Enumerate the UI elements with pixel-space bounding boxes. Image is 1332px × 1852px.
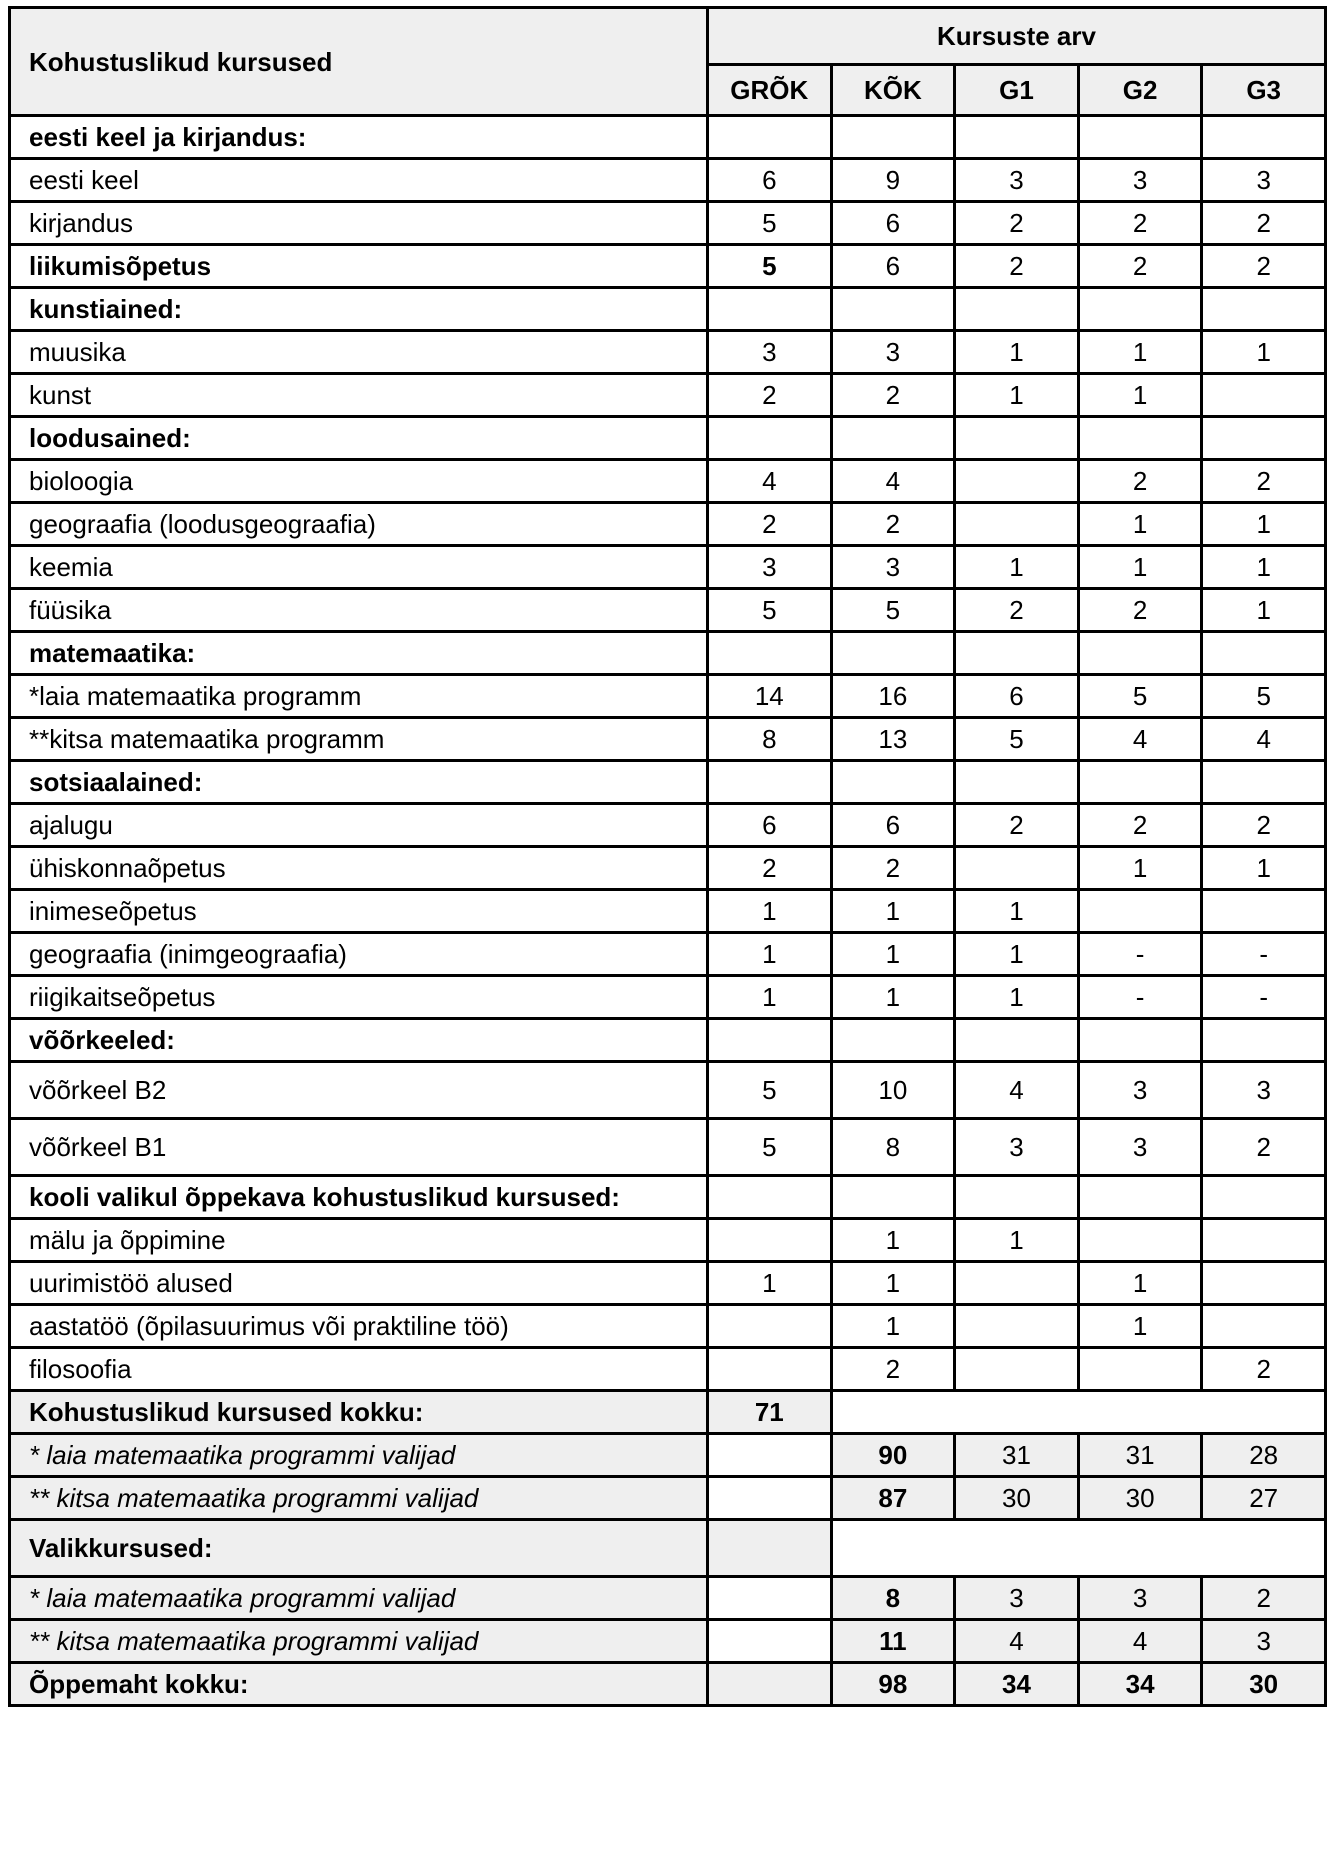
wide-math-label: * laia matemaatika programmi valijad (10, 1434, 708, 1477)
elective-empty-cell (831, 1520, 1325, 1577)
cell-kok: 90 (831, 1434, 955, 1477)
cell-kok: 8 (831, 1119, 955, 1176)
category-row (10, 1019, 1326, 1062)
elective-wide-label: * laia matemaatika programmi valijad (10, 1577, 708, 1620)
cell-kok: 6 (831, 245, 955, 288)
cell-g1: 4 (955, 1620, 1079, 1663)
cell-g2 (1078, 288, 1202, 331)
cell-g3: 3 (1202, 1062, 1326, 1119)
cell-g1 (955, 1348, 1079, 1391)
table-row (10, 718, 1326, 761)
cell-g2 (1078, 632, 1202, 675)
cell-g1: 2 (955, 202, 1079, 245)
cell-grok: 6 (708, 159, 832, 202)
cell-g3 (1202, 632, 1326, 675)
table-row (10, 1062, 1326, 1119)
cell-g1: 2 (955, 589, 1079, 632)
curriculum-table (8, 6, 1327, 1707)
cell-g3: 1 (1202, 503, 1326, 546)
cell-grok: 5 (708, 245, 832, 288)
cell-grok (708, 1620, 832, 1663)
subject-label: kunst (10, 374, 708, 417)
cell-kok: 2 (831, 1348, 955, 1391)
cell-g2: 30 (1078, 1477, 1202, 1520)
cell-grok (708, 1305, 832, 1348)
table-row (10, 331, 1326, 374)
cell-g3 (1202, 1176, 1326, 1219)
cell-g1 (955, 1176, 1079, 1219)
cell-g1: 31 (955, 1434, 1079, 1477)
cell-g3 (1202, 890, 1326, 933)
table-row (10, 589, 1326, 632)
column-header-g2: G2 (1078, 65, 1202, 116)
subject-label: **kitsa matemaatika programm (10, 718, 708, 761)
elective-narrow-label: ** kitsa matemaatika programmi valijad (10, 1620, 708, 1663)
cell-g3: 1 (1202, 331, 1326, 374)
subject-label: ajalugu (10, 804, 708, 847)
cell-g1 (955, 632, 1079, 675)
cell-kok: 1 (831, 890, 955, 933)
table-body (10, 116, 1326, 1706)
table-row (10, 890, 1326, 933)
cell-kok: 5 (831, 589, 955, 632)
cell-g2: 3 (1078, 159, 1202, 202)
table-row (10, 1219, 1326, 1262)
cell-grok: 1 (708, 1262, 832, 1305)
cell-kok (831, 1176, 955, 1219)
cell-grok (708, 761, 832, 804)
cell-g2: 31 (1078, 1434, 1202, 1477)
subject-label: inimeseõpetus (10, 890, 708, 933)
cell-g2: 34 (1078, 1663, 1202, 1706)
cell-grok: 8 (708, 718, 832, 761)
cell-g3 (1202, 761, 1326, 804)
table-row (10, 675, 1326, 718)
cell-g1: 3 (955, 1577, 1079, 1620)
subject-label: uurimistöö alused (10, 1262, 708, 1305)
cell-kok (831, 116, 955, 159)
cell-g1 (955, 116, 1079, 159)
cell-g2: 3 (1078, 1062, 1202, 1119)
cell-kok: 6 (831, 804, 955, 847)
category-label: loodusained: (10, 417, 708, 460)
grand-total-row (10, 1663, 1326, 1706)
cell-g1: 1 (955, 374, 1079, 417)
table-row (10, 1305, 1326, 1348)
cell-g3: 4 (1202, 718, 1326, 761)
grand-total-label: Õppemaht kokku: (10, 1663, 708, 1706)
subject-label: keemia (10, 546, 708, 589)
subject-label: riigikaitseõpetus (10, 976, 708, 1019)
cell-kok: 1 (831, 1262, 955, 1305)
cell-g3: 2 (1202, 202, 1326, 245)
elective-empty-grok (708, 1520, 832, 1577)
table-row (10, 546, 1326, 589)
cell-grok: 2 (708, 374, 832, 417)
category-label: võõrkeeled: (10, 1019, 708, 1062)
category-row (10, 417, 1326, 460)
cell-g2: - (1078, 933, 1202, 976)
table-row (10, 374, 1326, 417)
cell-grok: 5 (708, 202, 832, 245)
category-label: sotsiaalained: (10, 761, 708, 804)
cell-g1: 1 (955, 331, 1079, 374)
cell-grok: 14 (708, 675, 832, 718)
elective-header-row (10, 1520, 1326, 1577)
cell-kok: 2 (831, 503, 955, 546)
subject-label: kirjandus (10, 202, 708, 245)
cell-g3: 1 (1202, 589, 1326, 632)
cell-grok (708, 1219, 832, 1262)
cell-kok (831, 761, 955, 804)
cell-g1 (955, 288, 1079, 331)
category-label: matemaatika: (10, 632, 708, 675)
cell-g3: 30 (1202, 1663, 1326, 1706)
cell-g2: 2 (1078, 589, 1202, 632)
category-row (10, 288, 1326, 331)
subject-label: ühiskonnaõpetus (10, 847, 708, 890)
cell-grok: 1 (708, 890, 832, 933)
narrow-math-total-row (10, 1477, 1326, 1520)
cell-g2 (1078, 761, 1202, 804)
cell-grok (708, 1577, 832, 1620)
table-row (10, 202, 1326, 245)
table-row (10, 159, 1326, 202)
cell-g1: 4 (955, 1062, 1079, 1119)
cell-grok: 6 (708, 804, 832, 847)
table-row (10, 1119, 1326, 1176)
cell-g1 (955, 460, 1079, 503)
cell-g1 (955, 503, 1079, 546)
cell-g3 (1202, 374, 1326, 417)
narrow-math-label: ** kitsa matemaatika programmi valijad (10, 1477, 708, 1520)
cell-g3: 27 (1202, 1477, 1326, 1520)
cell-g3: 2 (1202, 1577, 1326, 1620)
cell-g2: 2 (1078, 804, 1202, 847)
table-row (10, 804, 1326, 847)
table-header (10, 8, 1326, 116)
subject-label: mälu ja õppimine (10, 1219, 708, 1262)
cell-kok: 1 (831, 1219, 955, 1262)
cell-g2: - (1078, 976, 1202, 1019)
cell-g1 (955, 847, 1079, 890)
cell-grok (708, 417, 832, 460)
cell-g2: 3 (1078, 1577, 1202, 1620)
cell-g3: 3 (1202, 159, 1326, 202)
cell-g1: 1 (955, 1219, 1079, 1262)
cell-g1 (955, 417, 1079, 460)
category-label: eesti keel ja kirjandus: (10, 116, 708, 159)
cell-g3 (1202, 1305, 1326, 1348)
cell-kok (831, 417, 955, 460)
cell-kok: 3 (831, 331, 955, 374)
cell-g3: 1 (1202, 546, 1326, 589)
cell-g1 (955, 1262, 1079, 1305)
cell-g3 (1202, 417, 1326, 460)
cell-g3 (1202, 288, 1326, 331)
column-header-g1: G1 (955, 65, 1079, 116)
cell-g2: 1 (1078, 1262, 1202, 1305)
cell-g2: 1 (1078, 847, 1202, 890)
cell-kok (831, 1019, 955, 1062)
subject-label: aastatöö (õpilasuurimus või praktiline töö) (10, 1305, 708, 1348)
cell-kok: 1 (831, 933, 955, 976)
cell-grok: 1 (708, 933, 832, 976)
cell-g2: 1 (1078, 503, 1202, 546)
subject-label: *laia matemaatika programm (10, 675, 708, 718)
elective-narrow-row (10, 1620, 1326, 1663)
subject-label: muusika (10, 331, 708, 374)
cell-kok: 2 (831, 847, 955, 890)
cell-kok: 10 (831, 1062, 955, 1119)
subject-label: filosoofia (10, 1348, 708, 1391)
category-row (10, 632, 1326, 675)
cell-kok: 98 (831, 1663, 955, 1706)
subject-label: geograafia (loodusgeograafia) (10, 503, 708, 546)
cell-grok: 4 (708, 460, 832, 503)
cell-g2: 1 (1078, 546, 1202, 589)
cell-grok: 1 (708, 976, 832, 1019)
cell-g2: 4 (1078, 718, 1202, 761)
cell-grok: 3 (708, 546, 832, 589)
cell-grok (708, 1348, 832, 1391)
cell-g2 (1078, 890, 1202, 933)
total-label: Kohustuslikud kursused kokku: (10, 1391, 708, 1434)
cell-g3: - (1202, 933, 1326, 976)
cell-g3: 2 (1202, 1119, 1326, 1176)
category-row (10, 116, 1326, 159)
cell-g1: 3 (955, 1119, 1079, 1176)
cell-grok: 5 (708, 1119, 832, 1176)
cell-kok: 1 (831, 976, 955, 1019)
cell-kok: 6 (831, 202, 955, 245)
cell-kok: 8 (831, 1577, 955, 1620)
cell-g3: - (1202, 976, 1326, 1019)
cell-g1: 5 (955, 718, 1079, 761)
category-row (10, 761, 1326, 804)
cell-g1: 6 (955, 675, 1079, 718)
course-count-header: Kursuste arv (708, 8, 1326, 65)
cell-g2 (1078, 1219, 1202, 1262)
cell-g2 (1078, 116, 1202, 159)
table-row (10, 245, 1326, 288)
cell-grok (708, 1663, 832, 1706)
cell-g3: 2 (1202, 804, 1326, 847)
cell-g1: 3 (955, 159, 1079, 202)
total-row (10, 1391, 1326, 1434)
subject-label: eesti keel (10, 159, 708, 202)
category-label: kooli valikul õppekava kohustuslikud kursused: (10, 1176, 708, 1219)
cell-grok: 5 (708, 589, 832, 632)
cell-kok: 87 (831, 1477, 955, 1520)
cell-g1: 1 (955, 890, 1079, 933)
table-row (10, 976, 1326, 1019)
cell-g3: 3 (1202, 1620, 1326, 1663)
cell-grok (708, 632, 832, 675)
table-row (10, 847, 1326, 890)
cell-grok (708, 288, 832, 331)
cell-kok: 1 (831, 1305, 955, 1348)
cell-kok: 13 (831, 718, 955, 761)
cell-g1 (955, 1019, 1079, 1062)
subject-label: geograafia (inimgeograafia) (10, 933, 708, 976)
cell-g2: 1 (1078, 1305, 1202, 1348)
cell-g2: 2 (1078, 245, 1202, 288)
total-grok: 71 (708, 1391, 832, 1434)
cell-g2: 5 (1078, 675, 1202, 718)
cell-g3: 5 (1202, 675, 1326, 718)
cell-kok: 2 (831, 374, 955, 417)
cell-g1: 34 (955, 1663, 1079, 1706)
table-row (10, 1348, 1326, 1391)
cell-g2 (1078, 1019, 1202, 1062)
cell-g3 (1202, 1019, 1326, 1062)
table-row (10, 1262, 1326, 1305)
cell-g2: 2 (1078, 202, 1202, 245)
cell-g1: 2 (955, 245, 1079, 288)
table-row (10, 460, 1326, 503)
cell-g3 (1202, 1262, 1326, 1305)
cell-g1 (955, 1305, 1079, 1348)
table-row (10, 933, 1326, 976)
cell-g1: 1 (955, 933, 1079, 976)
total-empty-cell (831, 1391, 1325, 1434)
cell-kok (831, 288, 955, 331)
subject-label: liikumisõpetus (10, 245, 708, 288)
cell-kok (831, 632, 955, 675)
subject-label: võõrkeel B2 (10, 1062, 708, 1119)
cell-g2: 3 (1078, 1119, 1202, 1176)
cell-grok (708, 116, 832, 159)
cell-g3: 28 (1202, 1434, 1326, 1477)
wide-math-total-row (10, 1434, 1326, 1477)
category-row (10, 1176, 1326, 1219)
cell-grok: 3 (708, 331, 832, 374)
column-header-kok: KÕK (831, 65, 955, 116)
table-title: Kohustuslikud kursused (10, 8, 708, 116)
cell-g3: 1 (1202, 847, 1326, 890)
category-label: kunstiained: (10, 288, 708, 331)
subject-label: võõrkeel B1 (10, 1119, 708, 1176)
cell-grok (708, 1019, 832, 1062)
cell-g1: 30 (955, 1477, 1079, 1520)
cell-g3: 2 (1202, 460, 1326, 503)
cell-g2 (1078, 1176, 1202, 1219)
cell-kok: 9 (831, 159, 955, 202)
cell-kok: 3 (831, 546, 955, 589)
cell-g1: 1 (955, 976, 1079, 1019)
cell-g3 (1202, 116, 1326, 159)
cell-g1 (955, 761, 1079, 804)
cell-grok: 5 (708, 1062, 832, 1119)
elective-wide-row (10, 1577, 1326, 1620)
cell-g1: 1 (955, 546, 1079, 589)
subject-label: bioloogia (10, 460, 708, 503)
cell-g3: 2 (1202, 245, 1326, 288)
cell-kok: 11 (831, 1620, 955, 1663)
cell-grok (708, 1176, 832, 1219)
cell-g1: 2 (955, 804, 1079, 847)
elective-label: Valikkursused: (10, 1520, 708, 1577)
cell-g3 (1202, 1219, 1326, 1262)
column-header-grok: GRÕK (708, 65, 832, 116)
cell-g2: 1 (1078, 331, 1202, 374)
cell-g2 (1078, 1348, 1202, 1391)
cell-g2 (1078, 417, 1202, 460)
cell-grok (708, 1477, 832, 1520)
subject-label: füüsika (10, 589, 708, 632)
cell-g2: 2 (1078, 460, 1202, 503)
cell-g2: 1 (1078, 374, 1202, 417)
cell-grok: 2 (708, 847, 832, 890)
table-row (10, 503, 1326, 546)
cell-grok: 2 (708, 503, 832, 546)
cell-grok (708, 1434, 832, 1477)
column-header-g3: G3 (1202, 65, 1326, 116)
cell-g2: 4 (1078, 1620, 1202, 1663)
cell-kok: 16 (831, 675, 955, 718)
cell-kok: 4 (831, 460, 955, 503)
cell-g3: 2 (1202, 1348, 1326, 1391)
